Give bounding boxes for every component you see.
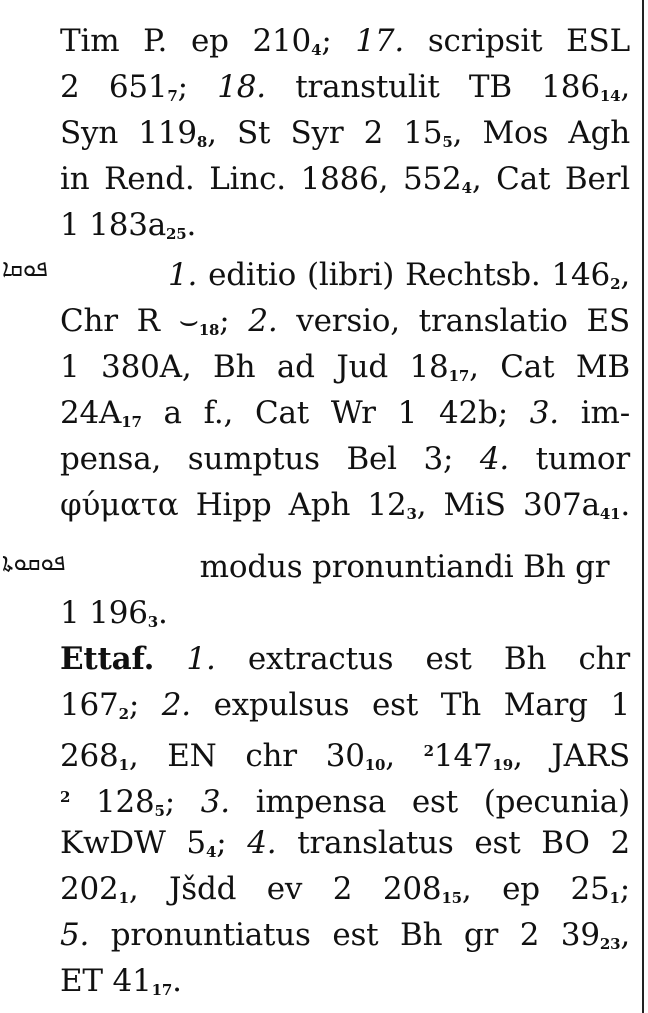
entry1-line5: 1 $183a_{25}$. bbox=[60, 207, 197, 243]
entry4-line5: KwDW $5_4$; 4. translatus est BO 2 bbox=[60, 825, 630, 861]
entry4-line8: ET $41_{17}$. bbox=[60, 963, 182, 999]
entry2-line4: $24A_{17}$ a f., Cat Wr 1 42b; 3. im- bbox=[60, 395, 630, 431]
entry4-line7: 5. pronuntiatus est Bh gr 2 $39_{23}$, bbox=[60, 917, 630, 953]
entry4-line6: $202_1$, Jšdd ev 2 $208_{15}$, ep $25_1$; bbox=[60, 871, 630, 907]
entry2-syriac-headword: ܦܘܩܐ bbox=[2, 254, 48, 282]
entry1-line2: 2 $651_7$; 18. transtulit TB $186_{14}$, bbox=[60, 69, 630, 105]
entry3-line1: modus pronuntiandi Bh gr bbox=[190, 549, 610, 585]
entry1-line1: Tim P. ep $210_4$; 17. scripsit ESL bbox=[60, 23, 630, 59]
entry3-syriac-headword: ܦܘܩܘܬܐ bbox=[2, 548, 66, 576]
entry2-line2: Chr R $⌣_{18}$; 2. versio, translatio ES bbox=[60, 303, 630, 339]
entry4-line4: $^2$ $128_5$; 3. impensa est (pecunia) bbox=[60, 784, 630, 820]
entry4-line3: $268_1$, EN chr $30_{10}$, $^2147_{19}$, JARS bbox=[60, 738, 631, 774]
syriac-mark: ⌣ bbox=[178, 303, 199, 339]
entry2-line1: 1. editio (libri) Rechtsb. $146_2$, bbox=[168, 257, 630, 293]
entry1-line4: in Rend. Linc. 1886, $552_4$, Cat Berl bbox=[60, 161, 630, 197]
entry3-line2: 1 $196_3$. bbox=[60, 595, 168, 631]
greek-word: φύματα bbox=[60, 487, 179, 523]
entry2-line5: pensa, sumptus Bel 3; 4. tumor bbox=[60, 441, 630, 477]
entry4-line2: $167_2$; 2. expulsus est Th Marg 1 bbox=[60, 687, 630, 723]
entry1-line3: Syn $119_8$, St Syr 2 $15_5$, Mos Agh bbox=[60, 115, 631, 151]
ettaf-heading: Ettaf. bbox=[60, 641, 155, 677]
entry2-line3: 1 380A, Bh ad Jud $18_{17}$, Cat MB bbox=[60, 349, 630, 385]
entry2-line6: φύματα Hipp Aph $12_3$, MiS $307a_{41}$. bbox=[60, 487, 630, 523]
entry4-line1: Ettaf. 1. extractus est Bh chr bbox=[60, 641, 630, 677]
column-rule bbox=[642, 0, 644, 1013]
